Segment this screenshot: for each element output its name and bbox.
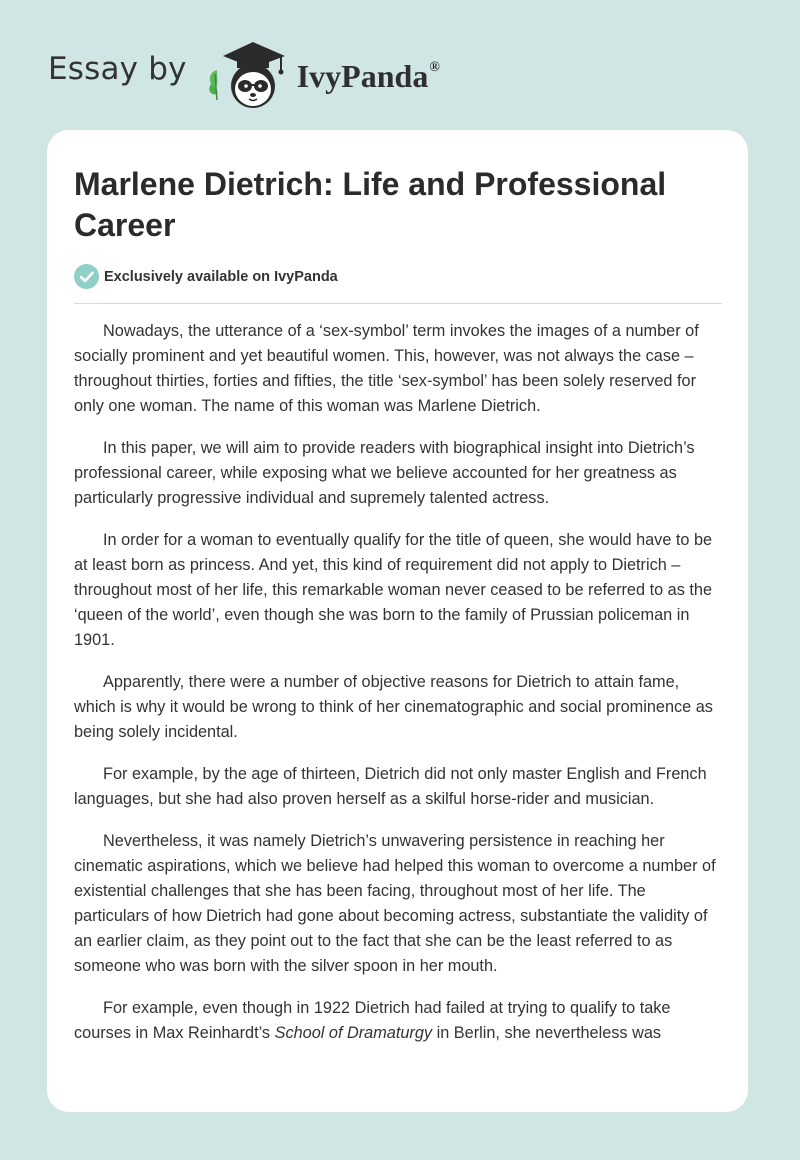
paragraph [74,996,724,1046]
paragraph: Nowadays, the utterance of a ‘sex-symbol’ term invokes the images of a number of socially prominent and yet beautiful women. This, however, was not always the case – throughout thirties, forties and fifties, the title ‘sex-symbol’ has been solely reserved for only one woman. The name of this woman was Marlene Dietrich. [74,322,699,415]
paragraph: Apparently, there were a number of objective reasons for Dietrich to attain fame, which is why it would be wrong to think of her cinematographic and social prominence as being solely incidental. [74,673,713,741]
essay-by-label: Essay by [48,51,187,87]
check-icon [74,264,99,289]
ivypanda-logo[interactable] [201,34,440,114]
exclusive-badge-label: Exclusively available on IvyPanda [104,268,338,285]
exclusive-badge [74,264,338,289]
paragraph: For example, by the age of thirteen, Dietrich did not only master English and French languages, but she had also proven herself as a skilful horse-rider and musician. [74,765,707,808]
paragraph-text: For example, even though in 1922 Dietrich had failed at trying to qualify to take courses in Max Reinhardt’s [74,999,671,1042]
paragraph: In order for a woman to eventually qualify for the title of queen, she would have to be at least born as princess. And yet, this kind of requirement did not apply to Dietrich – throughout most of her life, this remarkable woman never ceased to be referred to as the ‘queen of the world’, even though she was born to the family of Prussian policeman in 1901. [74,531,713,649]
panda-logo-icon [201,34,293,114]
divider [74,303,722,304]
paragraph: In this paper, we will aim to provide readers with biographical insight into Dietrich’s professional career, while exposing what we believe accounted for her greatness as particularly progressive individual and supremely talented actress. [74,439,695,507]
paragraph: Nevertheless, it was namely Dietrich’s unwavering persistence in reaching her cinematic aspirations, which we believe had helped this woman to overcome a number of existential challenges that she has been facing, throughout most of her life. The particulars of how Dietrich had gone about becoming actress, substantiate the validity of an earlier claim, as they point out to the fact that she can be the least referred to as someone who was born with the silver spoon in her mouth. [74,832,716,975]
site-header [48,34,440,114]
essay-body [74,319,724,1063]
essay-card [47,130,748,1112]
page-title: Marlene Dietrich: Life and Professional Career [74,166,667,243]
italic-title: School of Dramaturgy [274,1024,433,1042]
brand-name: IvyPanda® [296,57,440,94]
paragraph-text: in Berlin, she nevertheless was [432,1024,662,1042]
